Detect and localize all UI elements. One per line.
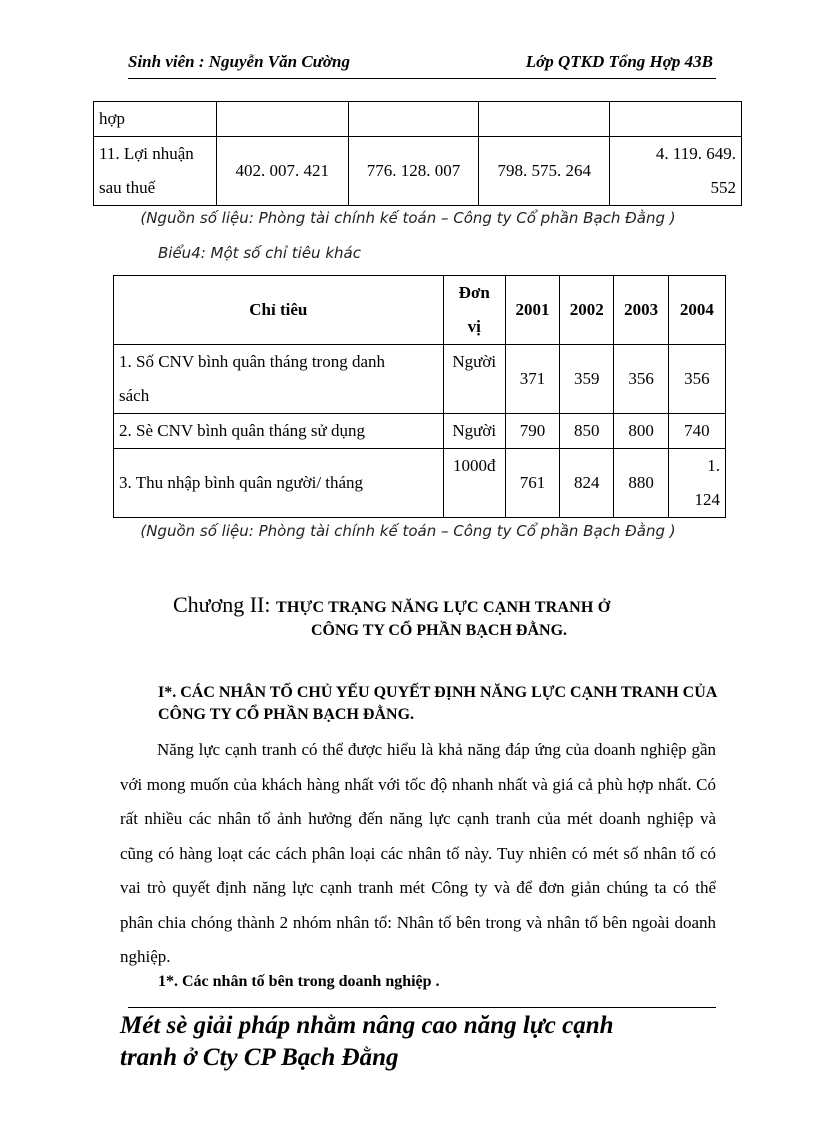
table-header-row [114,276,726,345]
cell-line1: 1. [707,456,720,475]
cell-line2: 552 [710,178,736,197]
table-cell: 3. Thu nhập bình quân người/ tháng [114,449,444,518]
column-header [443,276,505,345]
footer-line1: Mét sè giải pháp nhằm nâng cao năng lực cạnh [120,1012,614,1039]
header-student: Sinh viên : Nguyễn Văn Cường [128,52,350,71]
table-cell [348,102,479,137]
chapter-label: Chương II: [173,592,276,617]
table-cell: 2. Sè CNV bình quân tháng sử dụng [114,414,444,449]
source-note-2: (Nguồn số liệu: Phòng tài chính kế toán – Công ty Cổ phần Bạch Đằng ) [140,522,676,540]
page-header [128,52,713,76]
footer-line2: tranh ở Cty CP Bạch Đằng [120,1044,399,1071]
table-cell: 356 [614,345,668,414]
table-financial-continued [93,101,742,206]
table-cell: 402. 007. 421 [216,137,348,206]
row-label-line2: sách [119,386,150,405]
row-label-line1: 1. Số CNV bình quân tháng trong danh [119,352,386,371]
table-cell [668,449,725,518]
header-rule [128,78,716,79]
table-cell [479,102,610,137]
table-cell: 850 [560,414,614,449]
column-header: 2001 [505,276,559,345]
table-cell [94,137,217,206]
unit-header-line2: vị [467,317,481,336]
table-row [94,102,742,137]
table-cell [216,102,348,137]
unit-header-line1: Đơn [458,283,490,302]
row-label-line1: 11. Lợi nhuận [99,144,194,163]
table-cell: 740 [668,414,725,449]
chapter-title-line1: THỰC TRẠNG NĂNG LỰC CẠNH TRANH Ở [276,599,611,616]
table-row [94,137,742,206]
table-cell: 798. 575. 264 [479,137,610,206]
table-cell: Người [443,345,505,414]
chapter-heading [173,592,610,618]
table-caption: Biểu4: Một số chỉ tiêu khác [158,244,361,262]
table-row [114,345,726,414]
table-other-indicators [113,275,726,518]
table-cell: 776. 128. 007 [348,137,479,206]
chapter-title-line2: CÔNG TY CỔ PHẦN BẠCH ĐẰNG. [311,622,568,639]
column-header: 2002 [560,276,614,345]
table-cell: 800 [614,414,668,449]
column-header: 2003 [614,276,668,345]
column-header: Chỉ tiêu [114,276,444,345]
table-row [114,414,726,449]
subsection-heading: 1*. Các nhân tố bên trong doanh nghiệp . [158,973,440,990]
cell-line2: 124 [694,490,720,509]
table-row [114,449,726,518]
cell-line1: 4. 119. 649. [655,144,736,163]
row-label-line2: sau thuế [99,178,156,197]
table-cell [114,345,444,414]
table-cell: hợp [94,102,217,137]
table-cell [610,102,742,137]
table-cell [610,137,742,206]
table-cell: 1000đ [443,449,505,518]
table-cell: 356 [668,345,725,414]
page-footer [120,1010,720,1074]
source-note-1: (Nguồn số liệu: Phòng tài chính kế toán – Công ty Cổ phần Bạch Đằng ) [140,209,676,227]
table-cell: 824 [560,449,614,518]
body-paragraph: Năng lực cạnh tranh có thể được hiểu là khả năng đáp ứng của doanh nghiệp gần với mong muốn của khách hàng nhất với tốc độ nhanh nhất và giá cả phù hợp nhất. Có rất nhiều các nhân tố ảnh hưởng đến năng lực cạnh tranh của mét doanh nghiệp và cũng có hàng loạt các cách phân loại các nhân tố này. Tuy nhiên có mét số nhân tố có vai trò quyết định năng lực cạnh tranh mét Công ty và để đơn giản chúng ta có thể phân chia chóng thành 2 nhóm nhân tố: Nhân tố bên trong và nhân tố bên ngoài doanh nghiệp. [120,740,716,966]
table-cell: Người [443,414,505,449]
header-class: Lớp QTKD Tổng Hợp 43B [525,52,713,71]
table-cell: 761 [505,449,559,518]
column-header: 2004 [668,276,725,345]
table-cell: 359 [560,345,614,414]
table-cell: 371 [505,345,559,414]
section-heading: I*. CÁC NHÂN TỐ CHỦ YẾU QUYẾT ĐỊNH NĂNG LỰC CẠNH TRANH CỦA CÔNG TY CỔ PHẦN BẠCH ĐẰNG. [158,684,717,723]
table-cell: 880 [614,449,668,518]
footer-rule [128,1007,716,1008]
table-cell: 790 [505,414,559,449]
